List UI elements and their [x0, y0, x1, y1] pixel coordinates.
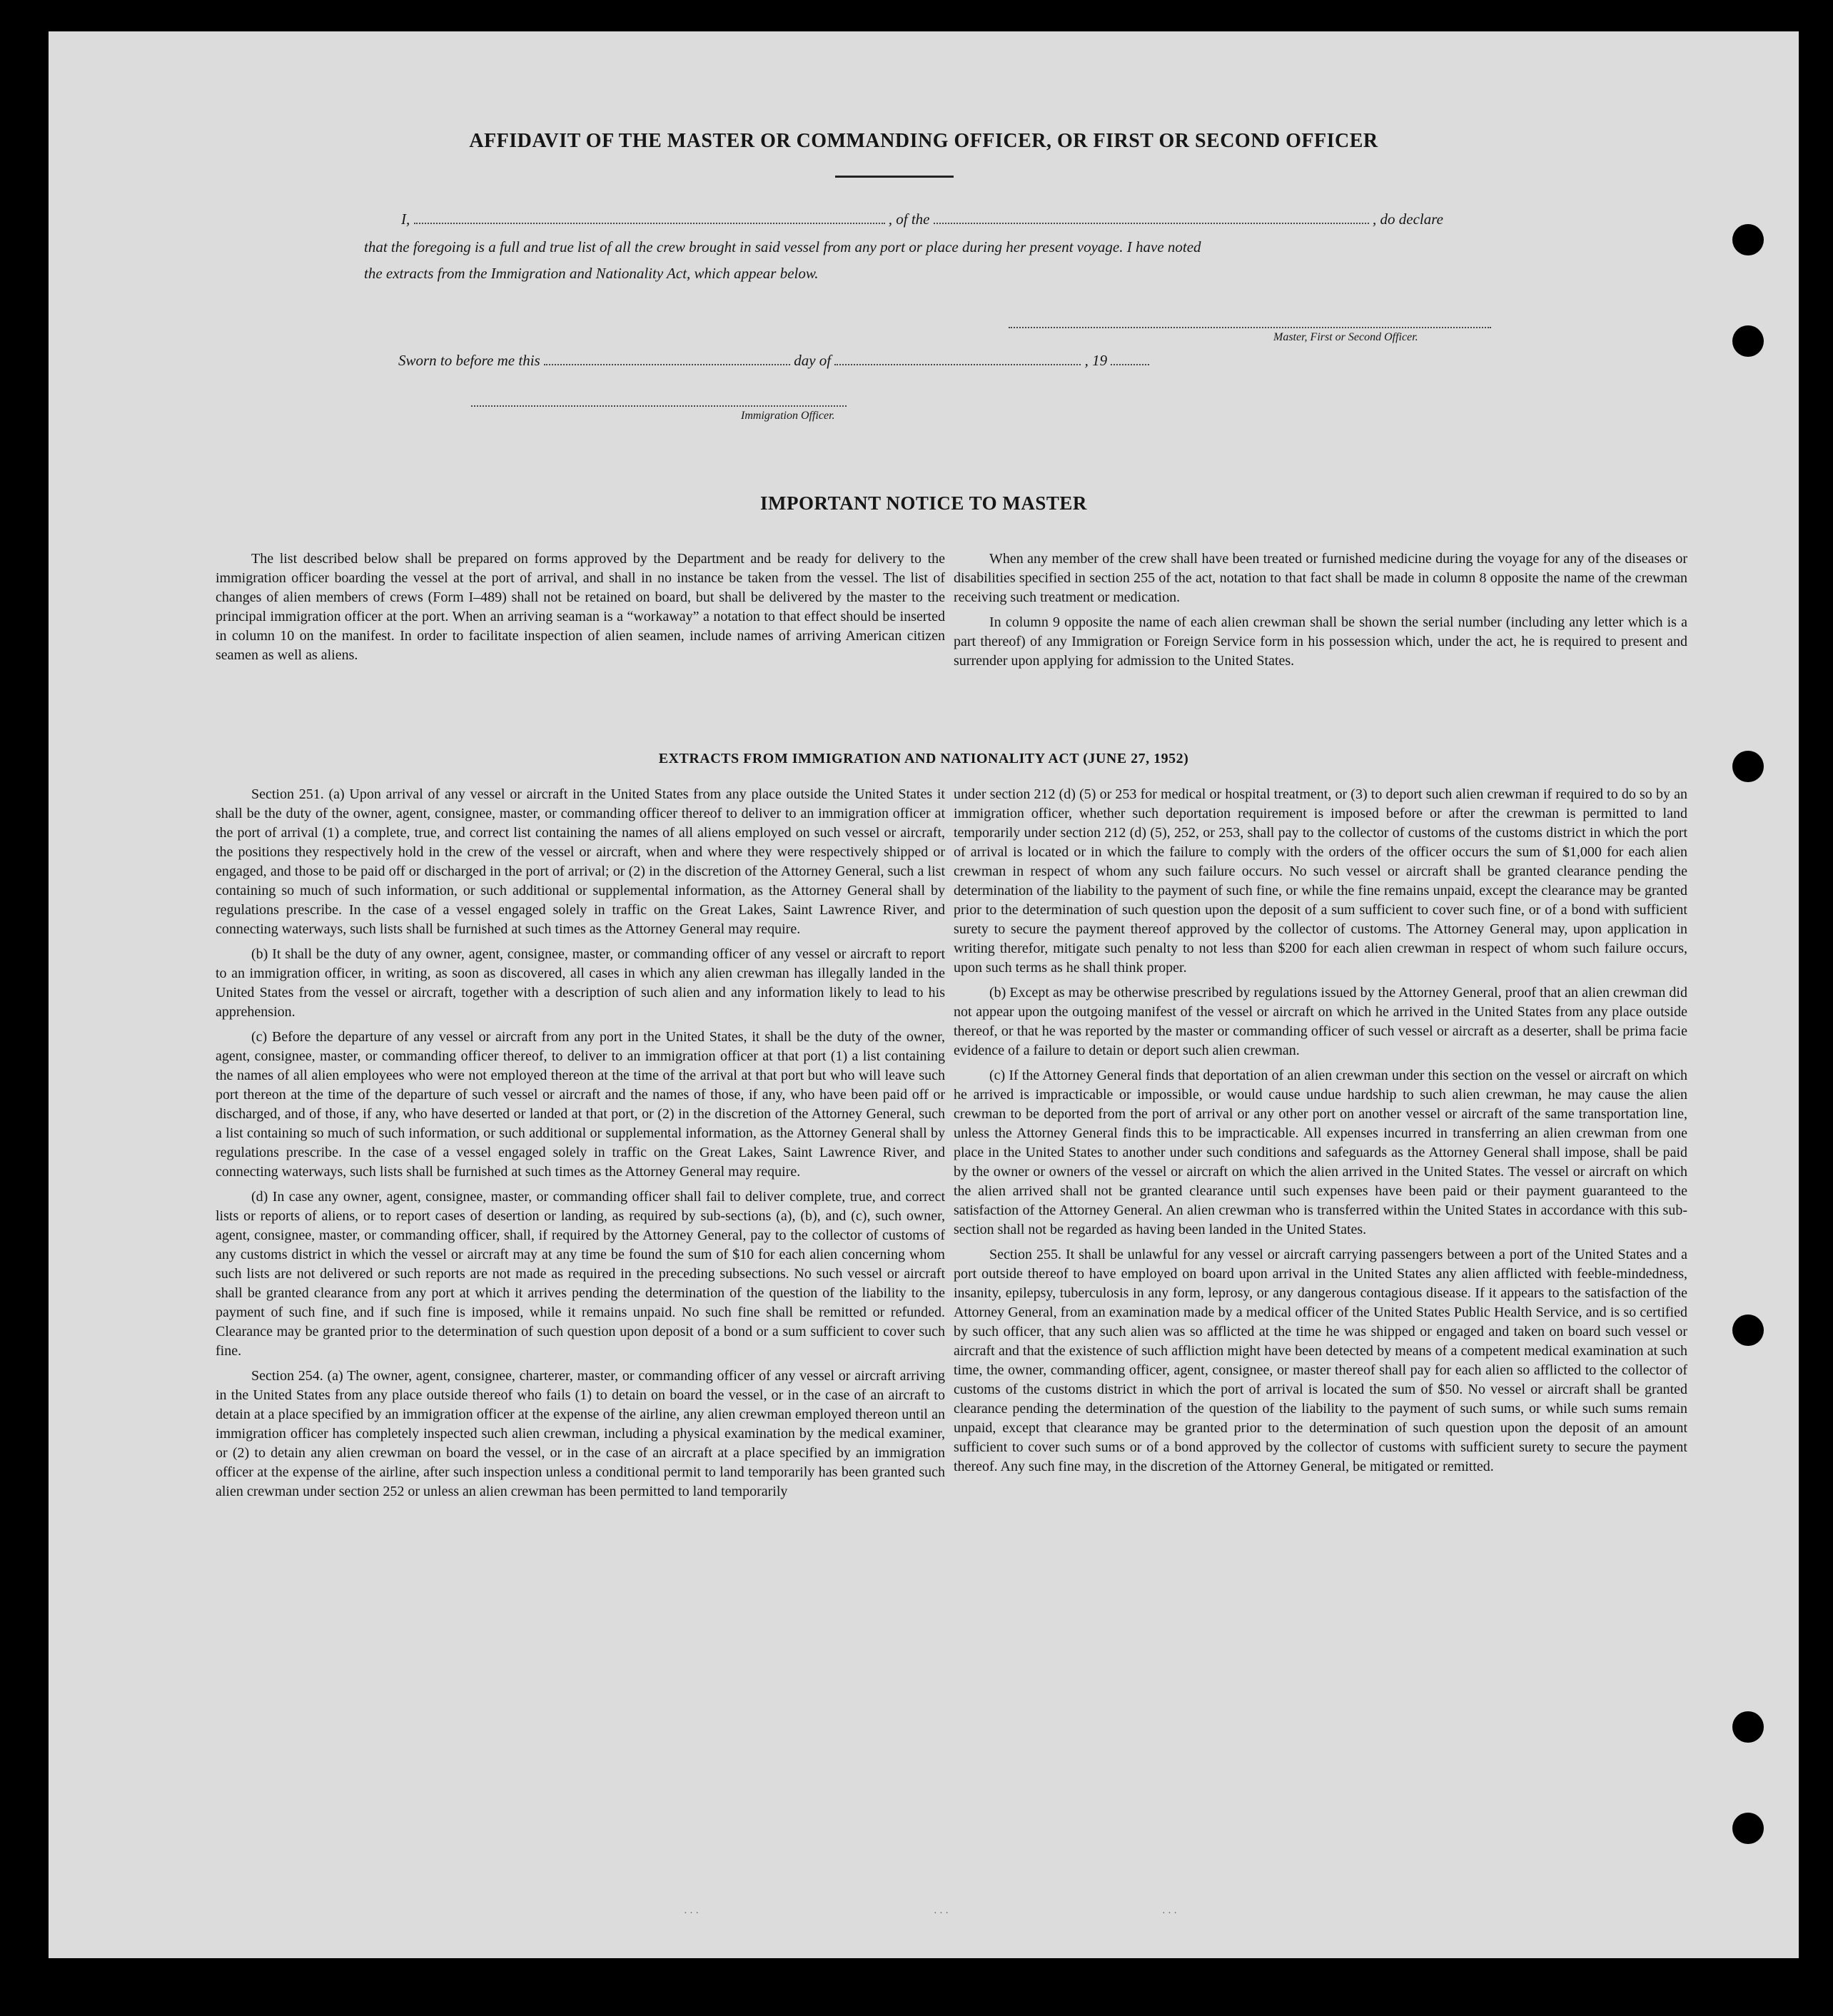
affidavit-line-2: that the foregoing is a full and true list of all the crew brought in said vessel from any port or place during her present voyage. I have noted	[364, 238, 1201, 255]
title-rule	[835, 176, 954, 178]
affidavit-line-3: the extracts from the Immigration and Nationality Act, which appear below.	[364, 265, 819, 282]
scan-dot: · · ·	[1162, 1908, 1177, 1919]
line1-of-the: , of the	[888, 211, 930, 228]
section-254-c: (c) If the Attorney General finds that deportation of an alien crewman under this section on the vessel or aircraft on which he arrived is impracticable or impossible, or would cause undue hardship to such alien crewman, he may cause the alien crewman to be deported from the port of arrival or any other port on another vessel or aircraft of the same transportation line, unless the Attorney General finds this to be impracticable. All expenses incurred in transferring an alien crewman from one place in the United States to another under such conditions and safeguards as the Attorney General shall impose, shall be paid by the owner or owners of the vessel or aircraft on which the alien arrived in the United States. The vessel or aircraft on which the alien arrived shall not be granted clearance until such expenses have been paid or their payment guaranteed to the satisfaction of the Attorney General. An alien crewman who is transferred within the United States in accordance with this sub-section shall not be regarded as having been landed in the United States.	[954, 1068, 1687, 1237]
section-254-a-continued: under section 212 (d) (5) or 253 for medical or hospital treatment, or (3) to deport such alien crewman if required to do so by an immigration officer, whether such deportation requirement is imposed before or after the crewman is permitted to land temporarily under section 212 (d) (5), 252, or 253, shall pay to the collector of customs of the customs district in which the port of arrival is located or in which the failure to comply with the orders of the officer occurs the sum of $1,000 for each alien crewman in respect of whom any such failure occurs. No such vessel or aircraft shall be granted clearance pending the determination of the liability to the payment of such fine, or while the fine remains unpaid, except the clearance may be granted prior to the determination of such question upon the deposit of a sum sufficient to cover such fine, or of a bond with sufficient surety to secure the payment thereof approved by the collector of customs. The Attorney General may, upon application in writing therefor, mitigate such penalty to not less than $200 for each alien crewman in respect of whom such failure occurs, upon such terms as he shall think proper.	[954, 786, 1687, 976]
notice-heading: IMPORTANT NOTICE TO MASTER	[760, 492, 1087, 514]
notice-right-column	[954, 549, 1687, 677]
master-caption: Master, First or Second Officer.	[1273, 331, 1418, 343]
affidavit-line-1	[401, 210, 1443, 228]
notice-right-paragraph: When any member of the crew shall have been treated or furnished medicine during the voyage for any of the diseases or disabilities specified in section 255 of the act, notation to that fact shall be made in column 8 opposite the name of the crewman receiving such treatment or medication.	[954, 551, 1687, 605]
sworn-line	[398, 351, 1149, 370]
vessel-field[interactable]	[934, 210, 1369, 224]
line1-declare: , do declare	[1373, 211, 1443, 228]
notice-left-paragraph: The list described below shall be prepared on forms approved by the Department and be ready for delivery to the immigration officer boarding the vessel at the port of arrival, and shall in no instance be taken from the vessel. The list of changes of alien members of crews (Form I–489) shall not be retained on board, but shall be delivered by the master to the principal immigration officer at the port. When an arriving seaman is a “workaway” a notation to that effect should be inserted in column 10 on the manifest. In order to facilitate inspection of alien seamen, include names of arriving American citizen seamen as well as aliens.	[216, 551, 945, 663]
sworn-label: Sworn to before me this	[398, 352, 540, 369]
officer-signature-line[interactable]	[471, 405, 847, 407]
punch-hole	[1732, 1315, 1764, 1346]
section-251-a: Section 251. (a) Upon arrival of any vessel or aircraft in the United States from any place outside the United States it shall be the duty of the owner, agent, consignee, master, or commanding officer thereof to deliver to an immigration officer at the port of arrival (1) a complete, true, and correct list containing the names of all aliens employed on such vessel or aircraft, the positions they respectively hold in the crew of the vessel or aircraft, when and where they were respectively shipped or engaged, and those to be paid off or discharged in the port of arrival; or (2) in the discretion of the Attorney General, such a list containing so much of such information, or such additional or supplemental information, as the Attorney General shall by regulations prescribe. In the case of a vessel engaged solely in traffic on the Great Lakes, Saint Lawrence River, and connecting waterways, such lists shall be furnished at such times as the Attorney General may require.	[216, 786, 945, 937]
line1-i: I,	[401, 211, 410, 228]
section-251-c: (c) Before the departure of any vessel or aircraft from any port in the United States, it shall be the duty of the owner, agent, consignee, master, or commanding officer thereof, to deliver to an immigration officer at that port (1) a list containing the names of all alien employees who were not employed thereon at the time of the arrival at that port but who will leave such port thereon at the time of the departure of such vessel or aircraft and the names of those, if any, who have been paid off or discharged, and of those, if any, who have deserted or landed at that port, or (2) in the discretion of the Attorney General, such a list containing so much of such information, or such additional or supplemental information, as the Attorney General shall by regulations prescribe. In the case of a vessel engaged solely in traffic on the Great Lakes, Saint Lawrence River, and connecting waterways, such lists shall be furnished at such times as the Attorney General may require.	[216, 1029, 945, 1180]
affidavit-title: AFFIDAVIT OF THE MASTER OR COMMANDING OFFICER, OR FIRST OR SECOND OFFICER	[469, 130, 1378, 152]
day-of-label: day of	[794, 352, 832, 369]
master-signature-line[interactable]	[1009, 327, 1491, 328]
year-label: , 19	[1084, 352, 1108, 369]
notice-right-paragraph: In column 9 opposite the name of each alien crewman shall be shown the serial number (including any letter which is a part thereof) of any Immigration or Foreign Service form in his possession which, under the act, he is required to present and surrender upon applying for admission to the United States.	[954, 614, 1687, 669]
scan-dot: · · ·	[934, 1908, 949, 1919]
section-254-b: (b) Except as may be otherwise prescribed by regulations issued by the Attorney General, proof that an alien crewman did not appear upon the outgoing manifest of the vessel or aircraft on which he arrived in the United States from any place outside thereof, or that he was reported by the master or commanding officer of such vessel or aircraft as a deserter, shall be prima facie evidence of a failure to detain or deport such alien crewman.	[954, 985, 1687, 1058]
extracts-left-column	[216, 785, 945, 1507]
extracts-right-column	[954, 785, 1687, 1482]
punch-hole	[1732, 1711, 1764, 1743]
punch-hole	[1732, 325, 1764, 357]
extracts-heading: EXTRACTS FROM IMMIGRATION AND NATIONALITY ACT (JUNE 27, 1952)	[658, 751, 1189, 766]
officer-caption: Immigration Officer.	[741, 410, 835, 422]
section-251-d: (d) In case any owner, agent, consignee, master, or commanding officer shall fail to deliver complete, true, and correct lists or reports of aliens, or to report cases of desertion or landing, as required by sub-sections (a), (b), and (c), such owner, agent, consignee, master, or commanding officer, shall, if required by the Attorney General, pay to the collector of customs of any customs district in which the vessel or aircraft may at any time be found the sum of $10 for each alien concerning whom such lists are not delivered or such reports are not made as required in the preceding subsections. No such vessel or aircraft shall be granted clearance from any port at which it arrives pending the determination of the question of the liability to the payment of such fine, and if such fine is imposed, while it remains unpaid. No such fine shall be remitted or refunded. Clearance may be granted prior to the determination of such question upon deposit of a bond or a sum sufficient to cover such fine.	[216, 1189, 945, 1359]
punch-hole	[1732, 224, 1764, 255]
notice-left-column	[216, 549, 945, 671]
sworn-day-field[interactable]	[544, 351, 790, 365]
punch-hole	[1732, 1813, 1764, 1844]
form-sheet	[49, 31, 1799, 1958]
section-254-a: Section 254. (a) The owner, agent, consignee, charterer, master, or commanding officer of any vessel or aircraft arriving in the United States from any place outside thereof who fails (1) to detain on board the vessel, or in the case of an aircraft to detain at a place specified by an immigration officer at the expense of the airline, any alien crewman employed thereon until an immigration officer has completely inspected such alien crewman, including a physical examination by the medical examiner, or (2) to detain any alien crewman on board the vessel, or in the case of an aircraft at a place specified by an immigration officer at the expense of the airline, after such inspection unless a conditional permit to land temporarily has been granted such alien crewman under section 252 or unless an alien crewman has been permitted to land temporarily	[216, 1368, 945, 1499]
section-255: Section 255. It shall be unlawful for any vessel or aircraft carrying passengers between a port of the United States and a port outside thereof to have employed on board upon arrival in the United States any alien afflicted with feeble-mindedness, insanity, epilepsy, tuberculosis in any form, leprosy, or any dangerous contagious disease. If it appears to the satisfaction of the Attorney General, from an examination made by a medical officer of the United States Public Health Service, and is so certified by such officer, that any such alien was so afflicted at the time he was shipped or engaged and taken on board such vessel or aircraft and that the existence of such affliction might have been detected by means of a competent medical examination at such time, the owner, commanding officer, agent, consignee, or master thereof shall pay for each alien so afflicted to the collector of customs of the customs district in which the port of arrival is located the sum of $50. No vessel or aircraft shall be granted clearance pending the determination of the question of the liability to the payment of such sums, or while such sums remain unpaid, except that clearance may be granted prior to the determination of such question upon the deposit of an amount sufficient to cover such sums or of a bond approved by the collector of customs with sufficient surety to secure the payment thereof. Any such fine may, in the discretion of the Attorney General, be mitigated or remitted.	[954, 1247, 1687, 1474]
sworn-year-field[interactable]	[1111, 351, 1149, 365]
sworn-month-field[interactable]	[834, 351, 1081, 365]
name-field[interactable]	[414, 210, 885, 224]
section-251-b: (b) It shall be the duty of any owner, agent, consignee, master, or commanding officer of any vessel or aircraft to report to an immigration officer, in writing, as soon as discovered, all cases in which any alien crewman has illegally landed in the United States from the vessel or aircraft, together with a description of such alien and any information likely to lead to his apprehension.	[216, 946, 945, 1020]
scan-dot: · · ·	[684, 1908, 699, 1919]
